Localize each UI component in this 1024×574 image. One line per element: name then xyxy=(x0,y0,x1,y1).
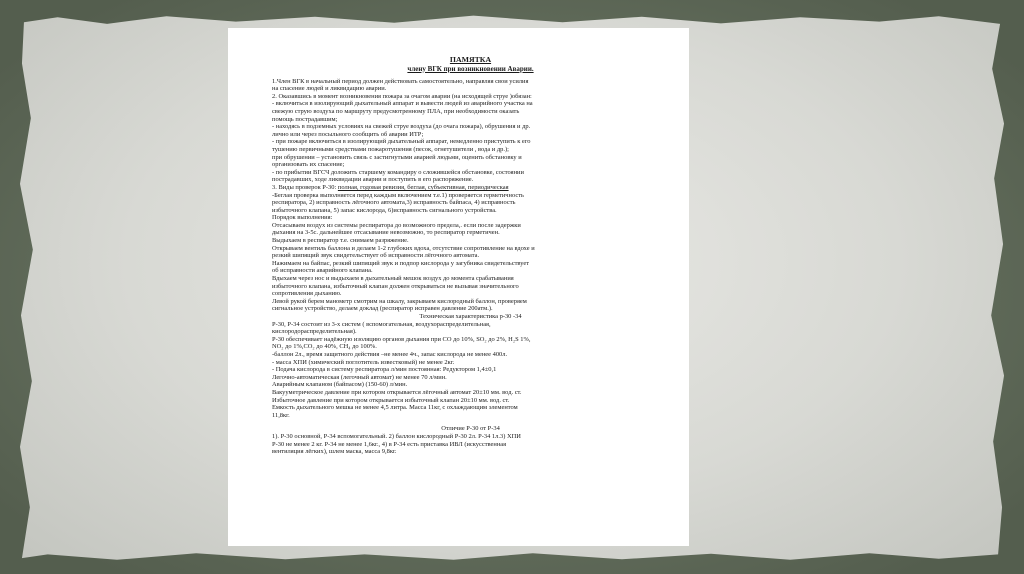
text-line: NO₂ до 1%,CO₂ до 40%, CH₄ до 100%. xyxy=(272,343,377,351)
text-line: дыхания на 3-5с. дальнейшее отсасывание невозможно, то респиратор герметичен. xyxy=(272,229,500,237)
text-line: помощь пострадавшим; xyxy=(272,115,338,123)
text-line: Аварийным клапаном (байпасом) (150-60) л/мин. xyxy=(272,381,408,389)
text-line: Р-30 обеспечивает надёжную изоляцию органов дыхания при СО до 10%, SO₂ до 2%, H₂S 1%, xyxy=(272,335,531,343)
text-line: Отсасываем воздух из системы респиратора до возможного предела,. если после задержки xyxy=(272,221,521,229)
text-line: 11,8кг. xyxy=(272,411,290,419)
diff-heading: Отличие Р-30 от Р-34 xyxy=(441,425,500,433)
text-line: свежую струю воздуха по маршруту предусмотренному ПЛА, при необходимости оказать xyxy=(272,107,520,115)
text-line: Вдыхаем через нос и выдыхаем в дыхательный мешок воздух до момента срабатывания xyxy=(272,275,514,283)
text-line: Р-30 не менее 2 кг. Р-34 не менее 1,6кг., 4) в Р-34 есть приставка ИВЛ (искусственная xyxy=(272,440,507,448)
text-line: лично или через посыльного сообщить об аварии ИТР; xyxy=(272,130,424,138)
text-line: - включиться в изолирующий дыхательный аппарат и вывести людей из аварийного участка на xyxy=(272,100,533,108)
text-line: избыточного клапана, избыточный клапан должен открываться не вызывая значительного xyxy=(272,282,519,290)
text-line: на спасение людей и ликвидацию аварии. xyxy=(272,85,387,93)
text-line: вентиляция лёгких), шлем маска, масса 9,8кг. xyxy=(272,448,397,456)
memo-document-page xyxy=(228,28,689,546)
text-line: - при пожаре включиться в изолирующий дыхательный аппарат, немедленно приступить к его xyxy=(272,138,531,146)
text-line: кислородораспределительная). xyxy=(272,328,357,336)
checks-line xyxy=(272,184,669,192)
text-line: об исправности аварийного клапана. xyxy=(272,267,373,275)
text-line: Легочно-автоматическая (легочный автомат) не менее 70 л/мин. xyxy=(272,373,447,381)
text-line: - по прибытии ВГСЧ доложить старшему командиру о сложившейся обстановке, состоянии xyxy=(272,168,524,176)
text-line: - Подача кислорода в систему респиратора л/мин постоянная: Редуктором 1,4±0,1 xyxy=(272,366,497,374)
text-line: - масса ХПИ (химический поглотитель известковый) не менее 2кг. xyxy=(272,358,455,366)
text-line: сопротивления дыханию. xyxy=(272,290,342,298)
text-line: Порядок выполнения: xyxy=(272,214,333,222)
memo-subtitle: члену ВГК при возникновении Аварии. xyxy=(407,64,534,73)
text-line: организовать их спасение; xyxy=(272,161,345,169)
text-line: при обрушении – установить связь с застигнутыми аварией людьми, оценить обстановку и xyxy=(272,153,522,161)
text-line: Выдыхаем в респиратор т.е. снимаем разряжение. xyxy=(272,237,409,245)
text-line: тушению первичными средствами пожаротушения (песок, огнетушители , вода и др.); xyxy=(272,145,509,153)
memo-body xyxy=(272,78,669,456)
text-line: 1). Р-30 основной, Р-34 вспомогательный. 2) баллон кислородный Р-30 2л. Р-34 1л.3) ХПИ xyxy=(272,432,521,440)
memo-title: ПАМЯТКА xyxy=(449,55,492,64)
text-line: -Беглая проверка выполняется перед каждым включением т.е.1) проверяется герметичность xyxy=(272,191,524,199)
text-line: сигнальное устройство, делаем доклад (респиратор исправен давление 200атм.). xyxy=(272,305,493,313)
text-line: избыточного клапана, 5) запас кислорода, 6)исправность сигнального устройства. xyxy=(272,206,497,214)
text-line: 2. Оказавшись в момент возникновения пожара за очагом аварии (на исходящей струе )обязан: xyxy=(272,92,532,100)
tech-heading: Техническая характеристика р-30 -34 xyxy=(419,313,522,320)
text-line: Емкость дыхательного мешка не менее 4,5 литра. Масса 11кг, с охлаждающим элементом xyxy=(272,404,518,412)
text-line: резкий шипящий звук свидетельствует об исправности лёгочного автомата. xyxy=(272,252,480,260)
text-line: Избыточное давление при котором открывается избыточный клапан 20±10 мм. вод. ст. xyxy=(272,396,510,404)
text-line: Р-30, Р-34 состоит из 3-х систем ( вспомогательная, воздухораспределительная, xyxy=(272,320,491,328)
text-line: -баллон 2л., время защитного действия –не менее 4ч., запас кислорода не менее 400л. xyxy=(272,350,508,358)
checks-intro: 3. Виды проверок Р-30: xyxy=(272,183,337,191)
text-line: респиратора, 2) исправность лёгочного автомата,3) исправность байпаса, 4) исправность xyxy=(272,199,516,207)
text-line: - находясь в подземных условиях на свежей струе воздуха (до очага пожара), обрушения и др. xyxy=(272,123,531,131)
text-line: 1.Член ВГК в начальный период должен действовать самостоятельно, направляя свои усилия xyxy=(272,77,529,85)
text-line: Нажимаем на байпас, резкий шипящий звук и подпор кислорода у загубника свидетельствует xyxy=(272,259,530,267)
text-line: Левой рукой берем манометр смотрим на шкалу, закрываем кислородный баллон, проверяем xyxy=(272,297,527,305)
text-line: пострадавших, ходе ликвидации аварии и поступить в его распоряжение. xyxy=(272,176,474,184)
text-line: Открываем вентиль баллона и делаем 1-2 глубоких вдоха, отсутствие сопротивление на вдохе и xyxy=(272,244,535,252)
text-line: Вакууметрическое давление при котором открывается лёгочный автомат 20±10 мм. вод. ст. xyxy=(272,388,522,396)
checks-types: полная, годовая ревизия, беглая, субъективная, периодическая xyxy=(337,183,509,191)
